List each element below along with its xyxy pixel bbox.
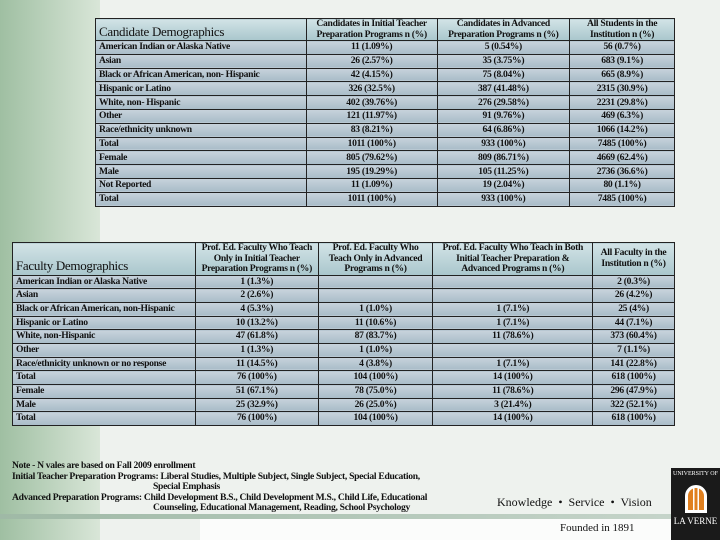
cell-value: 25 (4%) [593, 302, 675, 316]
table-title: Faculty Demographics [13, 243, 196, 276]
cell-value: 618 (100%) [593, 412, 675, 426]
cell-value: 11 (10.6%) [318, 316, 433, 330]
cell-value: 2 (0.3%) [593, 275, 675, 289]
row-label: Male [13, 398, 196, 412]
cell-value: 121 (11.97%) [306, 109, 437, 123]
note-line: Special Emphasis [153, 481, 220, 492]
cell-value: 26 (2.57%) [306, 54, 437, 68]
cell-value [318, 275, 433, 289]
cell-value: 14 (100%) [433, 412, 593, 426]
motto: Knowledge • Service • Vision [497, 495, 652, 509]
cell-value: 4669 (62.4%) [570, 151, 675, 165]
cell-value: 1011 (100%) [306, 192, 437, 206]
cell-value: 56 (0.7%) [570, 41, 675, 55]
cell-value: 1 (1.0%) [318, 302, 433, 316]
cell-value: 618 (100%) [593, 371, 675, 385]
founded-text: Founded in 1891 [560, 522, 635, 534]
logo-top-text: UNIVERSITY OF [673, 471, 718, 477]
cell-value: 933 (100%) [437, 137, 570, 151]
cell-value: 91 (9.76%) [437, 109, 570, 123]
cell-value: 83 (8.21%) [306, 123, 437, 137]
cell-value: 2736 (36.6%) [570, 165, 675, 179]
row-label: Other [13, 343, 196, 357]
cell-value [433, 343, 593, 357]
cell-value: 933 (100%) [437, 192, 570, 206]
row-label: White, non-Hispanic [13, 330, 196, 344]
cell-value: 141 (22.8%) [593, 357, 675, 371]
cell-value [318, 289, 433, 303]
cell-value: 76 (100%) [195, 412, 318, 426]
table-row [96, 165, 675, 179]
university-logo [671, 468, 720, 540]
cell-value: 104 (100%) [318, 371, 433, 385]
table-row [96, 96, 675, 110]
table-row [96, 178, 675, 192]
table-row [13, 398, 675, 412]
cell-value [433, 289, 593, 303]
cell-value: 11 (1.09%) [306, 178, 437, 192]
row-label: Not Reported [96, 178, 307, 192]
cell-value: 3 (21.4%) [433, 398, 593, 412]
cell-value: 1 (7.1%) [433, 316, 593, 330]
cell-value: 51 (67.1%) [195, 385, 318, 399]
row-label: Hispanic or Latino [96, 82, 307, 96]
cell-value: 105 (11.25%) [437, 165, 570, 179]
table-row [96, 109, 675, 123]
table-row [96, 137, 675, 151]
cell-value: 26 (25.0%) [318, 398, 433, 412]
cell-value: 322 (52.1%) [593, 398, 675, 412]
cell-value: 4 (3.8%) [318, 357, 433, 371]
cell-value: 11 (78.6%) [433, 385, 593, 399]
cell-value: 35 (3.75%) [437, 54, 570, 68]
row-label: Other [96, 109, 307, 123]
cell-value: 1011 (100%) [306, 137, 437, 151]
row-label: Total [96, 137, 307, 151]
column-header: Prof. Ed. Faculty Who Teach Only in Advanced Programs n (%) [318, 243, 433, 276]
table-title: Candidate Demographics [96, 19, 307, 41]
cell-value: 4 (5.3%) [195, 302, 318, 316]
cell-value: 809 (86.71%) [437, 151, 570, 165]
cell-value: 373 (60.4%) [593, 330, 675, 344]
table-row [13, 302, 675, 316]
cell-value: 402 (39.76%) [306, 96, 437, 110]
table-row [13, 385, 675, 399]
cell-value: 42 (4.15%) [306, 68, 437, 82]
cell-value [433, 275, 593, 289]
row-label: Race/ethnicity unknown or no response [13, 357, 196, 371]
cell-value: 104 (100%) [318, 412, 433, 426]
cell-value: 2315 (30.9%) [570, 82, 675, 96]
row-label: American Indian or Alaska Native [13, 275, 196, 289]
arch-icon [685, 485, 707, 513]
row-label: American Indian or Alaska Native [96, 41, 307, 55]
row-label: Total [13, 412, 196, 426]
table-row [13, 316, 675, 330]
cell-value: 19 (2.04%) [437, 178, 570, 192]
row-label: Asian [13, 289, 196, 303]
cell-value: 26 (4.2%) [593, 289, 675, 303]
cell-value: 1 (1.3%) [195, 275, 318, 289]
table-row [13, 275, 675, 289]
note-line: Counseling, Educational Management, Reading, School Psychology [153, 502, 410, 513]
cell-value: 469 (6.3%) [570, 109, 675, 123]
cell-value: 5 (0.54%) [437, 41, 570, 55]
row-label: Male [96, 165, 307, 179]
cell-value: 11 (78.6%) [433, 330, 593, 344]
table-row [96, 82, 675, 96]
note-line: Advanced Preparation Programs: Child Development B.S., Child Development M.S., Child Life, Educational [12, 491, 428, 503]
cell-value: 75 (8.04%) [437, 68, 570, 82]
cell-value: 1 (7.1%) [433, 302, 593, 316]
cell-value: 11 (1.09%) [306, 41, 437, 55]
row-label: Asian [96, 54, 307, 68]
table-row [13, 357, 675, 371]
column-header: All Faculty in the Institution n (%) [593, 243, 675, 276]
faculty-demographics-table [12, 242, 675, 426]
cell-value: 25 (32.9%) [195, 398, 318, 412]
cell-value: 11 (14.5%) [195, 357, 318, 371]
cell-value: 7485 (100%) [570, 192, 675, 206]
cell-value: 47 (61.8%) [195, 330, 318, 344]
cell-value: 2 (2.6%) [195, 289, 318, 303]
column-header: Candidates in Initial Teacher Preparation Programs n (%) [306, 19, 437, 41]
row-label: Hispanic or Latino [13, 316, 196, 330]
table-row [96, 41, 675, 55]
row-label: Black or African American, non- Hispanic [96, 68, 307, 82]
logo-bottom-text: LA VERNE [673, 516, 718, 526]
table-row [96, 68, 675, 82]
row-label: Black or African American, non-Hispanic [13, 302, 196, 316]
column-header: All Students in the Institution n (%) [570, 19, 675, 41]
table-row [13, 289, 675, 303]
cell-value: 1 (1.0%) [318, 343, 433, 357]
cell-value: 87 (83.7%) [318, 330, 433, 344]
column-header: Candidates in Advanced Preparation Programs n (%) [437, 19, 570, 41]
column-header: Prof. Ed. Faculty Who Teach in Both Initial Teacher Preparation & Advanced Programs n (%) [433, 243, 593, 276]
cell-value: 195 (19.29%) [306, 165, 437, 179]
row-label: Female [13, 385, 196, 399]
cell-value: 1066 (14.2%) [570, 123, 675, 137]
note-line: Initial Teacher Preparation Programs: Liberal Studies, Multiple Subject, Single Subject, Special Education, [12, 470, 420, 482]
cell-value: 387 (41.48%) [437, 82, 570, 96]
table-row [13, 343, 675, 357]
cell-value: 76 (100%) [195, 371, 318, 385]
cell-value: 296 (47.9%) [593, 385, 675, 399]
cell-value: 10 (13.2%) [195, 316, 318, 330]
cell-value: 2231 (29.8%) [570, 96, 675, 110]
cell-value: 7485 (100%) [570, 137, 675, 151]
cell-value: 1 (1.3%) [195, 343, 318, 357]
cell-value: 1 (7.1%) [433, 357, 593, 371]
cell-value: 276 (29.58%) [437, 96, 570, 110]
row-label: Total [96, 192, 307, 206]
candidate-demographics-table [95, 18, 675, 207]
cell-value: 326 (32.5%) [306, 82, 437, 96]
table-row [96, 123, 675, 137]
table-row [96, 54, 675, 68]
cell-value: 683 (9.1%) [570, 54, 675, 68]
row-label: White, non- Hispanic [96, 96, 307, 110]
notes [12, 461, 427, 514]
cell-value: 64 (6.86%) [437, 123, 570, 137]
table-row [13, 412, 675, 426]
footer-background [200, 519, 720, 540]
cell-value: 805 (79.62%) [306, 151, 437, 165]
note-line: Note - N vales are based on Fall 2009 enrollment [12, 460, 196, 471]
column-header: Prof. Ed. Faculty Who Teach Only in Initial Teacher Preparation Programs n (%) [195, 243, 318, 276]
table-row [96, 192, 675, 206]
row-label: Female [96, 151, 307, 165]
table-row [96, 151, 675, 165]
row-label: Race/ethnicity unknown [96, 123, 307, 137]
cell-value: 7 (1.1%) [593, 343, 675, 357]
row-label: Total [13, 371, 196, 385]
table-row [13, 371, 675, 385]
cell-value: 14 (100%) [433, 371, 593, 385]
cell-value: 78 (75.0%) [318, 385, 433, 399]
cell-value: 80 (1.1%) [570, 178, 675, 192]
cell-value: 665 (8.9%) [570, 68, 675, 82]
cell-value: 44 (7.1%) [593, 316, 675, 330]
table-row [13, 330, 675, 344]
